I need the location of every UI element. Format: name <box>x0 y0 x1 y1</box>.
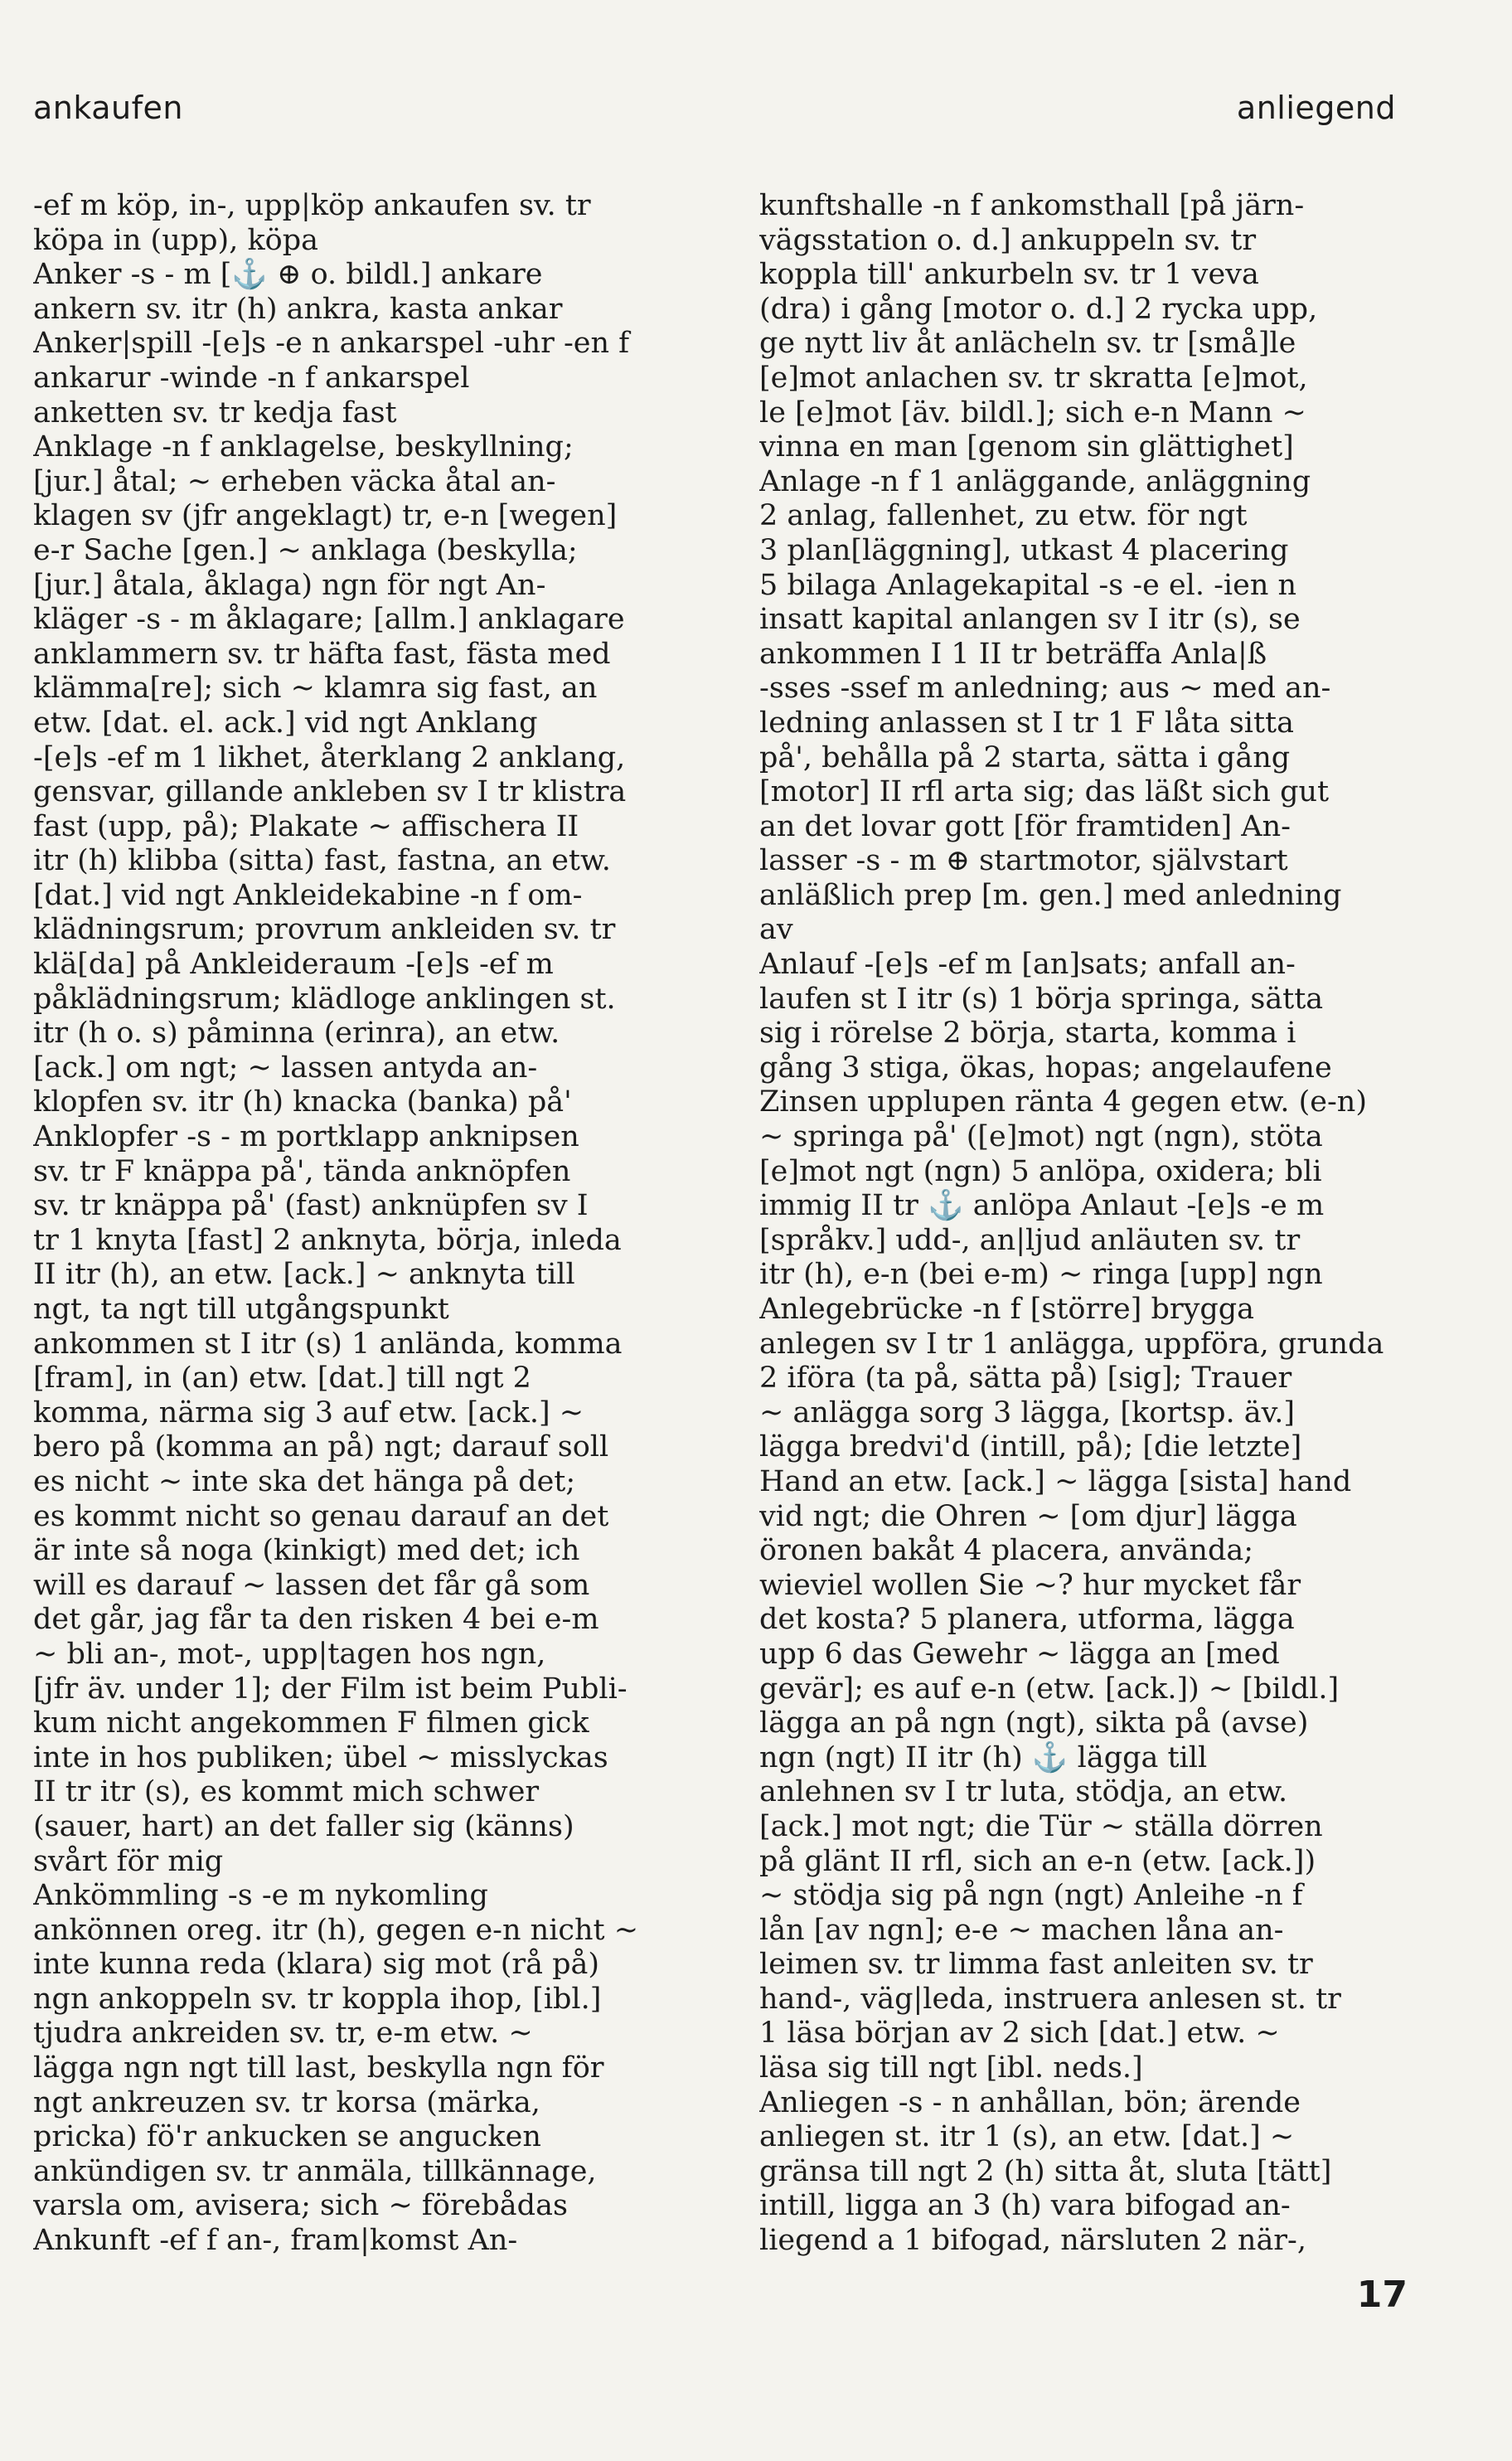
dictionary-line: sig i rörelse 2 börja, starta, komma i <box>759 1017 1296 1051</box>
dictionary-line: klä[da] på Ankleideraum -[e]s -ef m <box>33 948 554 982</box>
dictionary-line: varsla om, avisera; sich ~ förebådas <box>33 2189 568 2223</box>
dictionary-line: på', behålla på 2 starta, sätta i gång <box>759 740 1291 774</box>
dictionary-line: gränsa till ngt 2 (h) sitta åt, sluta [tätt] <box>759 2154 1332 2188</box>
dictionary-line: laufen st I itr (s) 1 börja springa, sätta <box>759 982 1324 1016</box>
dictionary-line: ankönnen oreg. itr (h), gegen e-n nicht ~ <box>33 1913 639 1947</box>
dictionary-line: [jur.] åtala, åklaga) ngn för ngt An- <box>33 568 546 602</box>
dictionary-line: gensvar, gillande ankleben sv I tr klistra <box>33 775 627 809</box>
dictionary-line: es nicht ~ inte ska det hänga på det; <box>33 1464 576 1498</box>
dictionary-line: tr 1 knyta [fast] 2 anknyta, börja, inleda <box>33 1223 622 1257</box>
dictionary-line: fast (upp, på); Plakate ~ affischera II <box>33 809 579 843</box>
dictionary-line: itr (h o. s) påminna (erinra), an etw. <box>33 1017 560 1051</box>
dictionary-line: 2 iföra (ta på, sätta på) [sig]; Trauer <box>759 1362 1292 1396</box>
dictionary-line: leimen sv. tr limma fast anleiten sv. tr <box>759 1948 1313 1982</box>
page-number: 17 <box>1356 2274 1408 2316</box>
dictionary-line: le [e]mot [äv. bildl.]; sich e-n Mann ~ <box>759 396 1306 430</box>
dictionary-line: kläger -s - m åklagare; [allm.] anklagare <box>33 603 625 637</box>
dictionary-line: ankommen st I itr (s) 1 anlända, komma <box>33 1327 623 1361</box>
dictionary-line: etw. [dat. el. ack.] vid ngt Anklang <box>33 706 538 740</box>
dictionary-line: II tr itr (s), es kommt mich schwer <box>33 1775 540 1809</box>
dictionary-line: klopfen sv. itr (h) knacka (banka) på' <box>33 1085 572 1119</box>
dictionary-line: anlegen sv I tr 1 anlägga, uppföra, grunda <box>759 1327 1384 1361</box>
running-head-right: anliegend <box>1236 90 1396 126</box>
dictionary-line: ledning anlassen st I tr 1 F låta sitta <box>759 706 1294 740</box>
dictionary-line: [e]mot ngt (ngn) 5 anlöpa, oxidera; bli <box>759 1154 1322 1188</box>
dictionary-line: svårt för mig <box>33 1844 224 1878</box>
dictionary-line: kum nicht angekommen F filmen gick <box>33 1706 589 1740</box>
dictionary-line: ankündigen sv. tr anmäla, tillkännage, <box>33 2154 597 2188</box>
dictionary-line: Ankunft -ef f an-, fram|komst An- <box>33 2224 518 2258</box>
dictionary-line: hand-, väg|leda, instruera anlesen st. tr <box>759 1982 1341 2016</box>
dictionary-line: av <box>759 913 793 947</box>
dictionary-line: (dra) i gång [motor o. d.] 2 rycka upp, <box>759 292 1318 326</box>
dictionary-line: ~ springa på' ([e]mot) ngt (ngn), stöta <box>759 1120 1323 1154</box>
dictionary-line: es kommt nicht so genau darauf an det <box>33 1499 609 1533</box>
dictionary-line: anlehnen sv I tr luta, stödja, an etw. <box>759 1775 1288 1809</box>
dictionary-line: 5 bilaga Anlagekapital -s -e el. -ien n <box>759 568 1297 602</box>
dictionary-line: tjudra ankreiden sv. tr, e-m etw. ~ <box>33 2017 533 2051</box>
dictionary-line: e-r Sache [gen.] ~ anklaga (beskylla; <box>33 533 578 567</box>
dictionary-line: koppla till' ankurbeln sv. tr 1 veva <box>759 258 1259 292</box>
dictionary-line: Anlage -n f 1 anläggande, anläggning <box>759 464 1311 498</box>
dictionary-line: anliegen st. itr 1 (s), an etw. [dat.] ~ <box>759 2120 1295 2154</box>
dictionary-column-left <box>33 189 696 2259</box>
dictionary-line: sv. tr F knäppa på', tända anknöpfen <box>33 1154 571 1188</box>
dictionary-line: itr (h) klibba (sitta) fast, fastna, an etw. <box>33 844 611 878</box>
dictionary-line: [e]mot anlachen sv. tr skratta [e]mot, <box>759 361 1308 395</box>
dictionary-line: lägga bredvi'd (intill, på); [die letzte] <box>759 1430 1302 1464</box>
dictionary-line: 3 plan[läggning], utkast 4 placering <box>759 533 1289 567</box>
dictionary-line: Hand an etw. [ack.] ~ lägga [sista] hand <box>759 1464 1352 1498</box>
dictionary-line: lägga ngn ngt till last, beskylla ngn för <box>33 2051 604 2085</box>
dictionary-line: lägga an på ngn (ngt), sikta på (avse) <box>759 1706 1309 1740</box>
dictionary-line: vid ngt; die Ohren ~ [om djur] lägga <box>759 1499 1297 1533</box>
dictionary-line: kunftshalle -n f ankomsthall [på järn- <box>759 189 1305 222</box>
dictionary-line: Anlauf -[e]s -ef m [an]sats; anfall an- <box>759 948 1296 982</box>
running-head-left: ankaufen <box>33 90 183 126</box>
dictionary-line: gevär]; es auf e-n (etw. [ack.]) ~ [bildl.] <box>759 1672 1340 1706</box>
dictionary-line: ~ stödja sig på ngn (ngt) Anleihe -n f <box>759 1879 1303 1913</box>
dictionary-line: påklädningsrum; klädloge anklingen st. <box>33 982 616 1016</box>
dictionary-line: Anklopfer -s - m portklapp anknipsen <box>33 1120 579 1154</box>
dictionary-line: ngn ankoppeln sv. tr koppla ihop, [ibl.] <box>33 1982 602 2016</box>
dictionary-line: gång 3 stiga, ökas, hopas; angelaufene <box>759 1051 1332 1085</box>
dictionary-line: ~ anlägga sorg 3 lägga, [kortsp. äv.] <box>759 1396 1296 1430</box>
dictionary-line: sv. tr knäppa på' (fast) anknüpfen sv I <box>33 1189 589 1223</box>
dictionary-line: [ack.] mot ngt; die Tür ~ ställa dörren <box>759 1809 1323 1843</box>
dictionary-line: inte in hos publiken; übel ~ misslyckas <box>33 1740 608 1774</box>
dictionary-line: ngn (ngt) II itr (h) ⚓ lägga till <box>759 1740 1208 1774</box>
dictionary-line: ge nytt liv åt anlächeln sv. tr [små]le <box>759 327 1296 361</box>
dictionary-line: det kosta? 5 planera, utforma, lägga <box>759 1603 1295 1637</box>
dictionary-line: [språkv.] udd-, an|ljud anläuten sv. tr <box>759 1223 1301 1257</box>
dictionary-line: [dat.] vid ngt Ankleidekabine -n f om- <box>33 878 583 912</box>
dictionary-line: Anklage -n f anklagelse, beskyllning; <box>33 430 574 464</box>
dictionary-line: (sauer, hart) an det faller sig (känns) <box>33 1809 574 1843</box>
dictionary-line: är inte så noga (kinkigt) med det; ich <box>33 1534 580 1568</box>
dictionary-line: det går, jag får ta den risken 4 bei e-m <box>33 1603 599 1637</box>
dictionary-line: klämma[re]; sich ~ klamra sig fast, an <box>33 672 598 706</box>
dictionary-line: Anlegebrücke -n f [större] brygga <box>759 1293 1255 1326</box>
dictionary-line: an det lovar gott [för framtiden] An- <box>759 809 1291 843</box>
dictionary-line: anklammern sv. tr häfta fast, fästa med <box>33 637 611 671</box>
dictionary-line: ankern sv. itr (h) ankra, kasta ankar <box>33 292 563 326</box>
dictionary-line: köpa in (upp), köpa <box>33 223 319 257</box>
dictionary-line: 1 läsa början av 2 sich [dat.] etw. ~ <box>759 2017 1280 2051</box>
dictionary-line: II itr (h), an etw. [ack.] ~ anknyta till <box>33 1258 575 1292</box>
dictionary-line: [fram], in (an) etw. [dat.] till ngt 2 <box>33 1362 531 1396</box>
dictionary-line: 2 anlag, fallenhet, zu etw. för ngt <box>759 499 1248 533</box>
dictionary-line: komma, närma sig 3 auf etw. [ack.] ~ <box>33 1396 584 1430</box>
dictionary-line: Anker|spill -[e]s -e n ankarspel -uhr -en f <box>33 327 630 361</box>
dictionary-line: klagen sv (jfr angeklagt) tr, e-n [wegen] <box>33 499 618 533</box>
dictionary-line: Anker -s - m [⚓ ⊕ o. bildl.] ankare <box>33 258 543 292</box>
dictionary-column-right <box>759 189 1422 2259</box>
dictionary-line: ngt, ta ngt till utgångspunkt <box>33 1293 449 1326</box>
dictionary-line: läsa sig till ngt [ibl. neds.] <box>759 2051 1143 2085</box>
dictionary-line: -[e]s -ef m 1 likhet, återklang 2 anklang, <box>33 740 626 774</box>
dictionary-line: immig II tr ⚓ anlöpa Anlaut -[e]s -e m <box>759 1189 1325 1223</box>
dictionary-line: ngt ankreuzen sv. tr korsa (märka, <box>33 2085 540 2119</box>
dictionary-line: [jfr äv. under 1]; der Film ist beim Publi- <box>33 1672 628 1706</box>
dictionary-line: lasser -s - m ⊕ startmotor, självstart <box>759 844 1288 878</box>
dictionary-line: öronen bakåt 4 placera, använda; <box>759 1534 1254 1568</box>
dictionary-line: [ack.] om ngt; ~ lassen antyda an- <box>33 1051 538 1085</box>
dictionary-line: intill, ligga an 3 (h) vara bifogad an- <box>759 2189 1291 2223</box>
dictionary-line: bero på (komma an på) ngt; darauf soll <box>33 1430 609 1464</box>
dictionary-line: will es darauf ~ lassen det får gå som <box>33 1568 590 1602</box>
dictionary-line: wieviel wollen Sie ~? hur mycket får <box>759 1568 1301 1602</box>
dictionary-line: insatt kapital anlangen sv I itr (s), se <box>759 603 1301 637</box>
dictionary-line: -ef m köp, in-, upp|köp ankaufen sv. tr <box>33 189 591 222</box>
dictionary-line: anläßlich prep [m. gen.] med anledning <box>759 878 1342 912</box>
dictionary-line: Zinsen upplupen ränta 4 gegen etw. (e-n) <box>759 1085 1367 1119</box>
dictionary-line: anketten sv. tr kedja fast <box>33 396 397 430</box>
dictionary-line: klädningsrum; provrum ankleiden sv. tr <box>33 913 616 947</box>
dictionary-line: Anliegen -s - n anhållan, bön; ärende <box>759 2085 1301 2119</box>
dictionary-line: vägsstation o. d.] ankuppeln sv. tr <box>759 223 1257 257</box>
dictionary-line: på glänt II rfl, sich an e-n (etw. [ack.]) <box>759 1844 1316 1878</box>
dictionary-line: upp 6 das Gewehr ~ lägga an [med <box>759 1637 1280 1671</box>
dictionary-line: vinna en man [genom sin glättighet] <box>759 430 1294 464</box>
dictionary-line: -sses -ssef m anledning; aus ~ med an- <box>759 672 1331 706</box>
dictionary-line: inte kunna reda (klara) sig mot (rå på) <box>33 1948 600 1982</box>
dictionary-line: ankommen I 1 II tr beträffa Anla|ß <box>759 637 1267 671</box>
dictionary-line: ~ bli an-, mot-, upp|tagen hos ngn, <box>33 1637 546 1671</box>
dictionary-line: [motor] II rfl arta sig; das läßt sich gut <box>759 775 1330 809</box>
dictionary-line: [jur.] åtal; ~ erheben väcka åtal an- <box>33 464 556 498</box>
dictionary-line: pricka) fö'r ankucken se angucken <box>33 2120 541 2154</box>
dictionary-line: itr (h), e-n (bei e-m) ~ ringa [upp] ngn <box>759 1258 1323 1292</box>
dictionary-line: ankarur -winde -n f ankarspel <box>33 361 470 395</box>
dictionary-line: Ankömmling -s -e m nykomling <box>33 1879 488 1913</box>
dictionary-line: lån [av ngn]; e-e ~ machen låna an- <box>759 1913 1284 1947</box>
dictionary-line: liegend a 1 bifogad, närsluten 2 när-, <box>759 2224 1306 2258</box>
